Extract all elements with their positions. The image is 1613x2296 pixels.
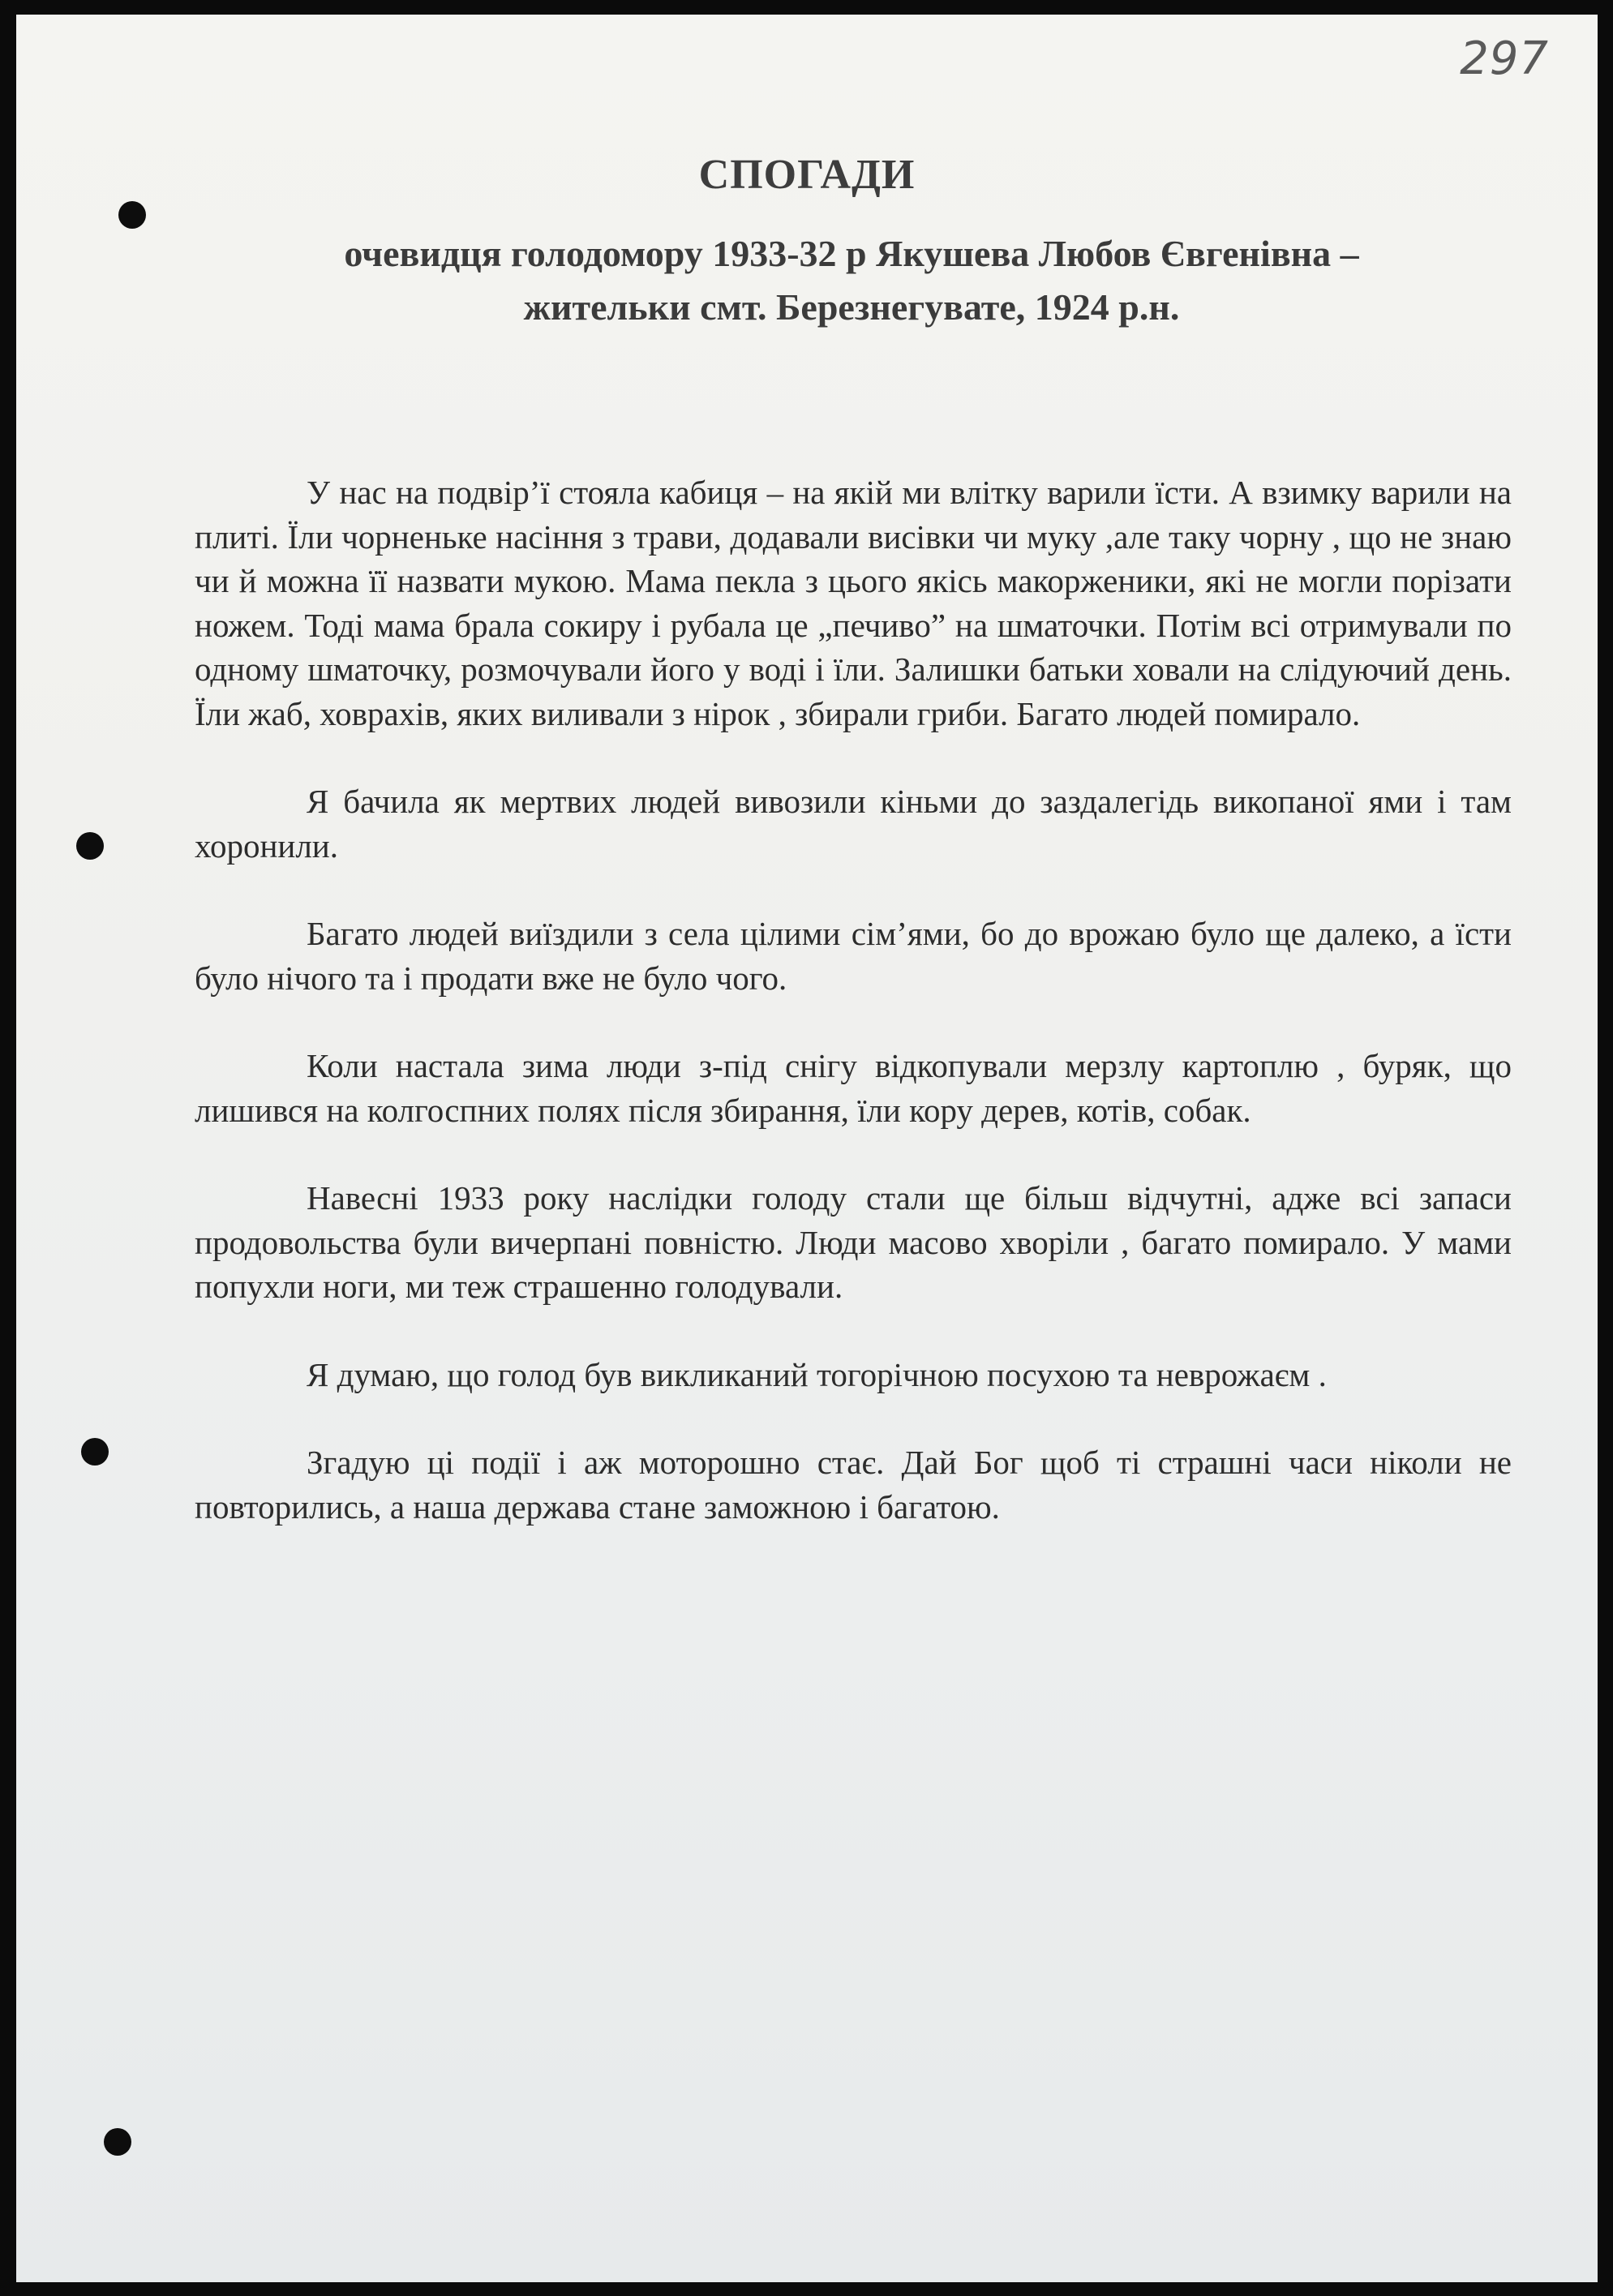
subtitle-line-1: очевидця голодомору 1933-32 р Якушева Любов Євгенівна – — [344, 233, 1359, 274]
paragraph: Я бачила як мертвих людей вивозили кіньми до заздалегідь викопаної ями і там хоронили. — [195, 783, 1512, 865]
punch-hole — [104, 2128, 131, 2156]
punch-hole — [118, 201, 146, 229]
document-title: СПОГАДИ — [698, 152, 916, 198]
punch-hole — [76, 832, 104, 860]
punch-hole — [81, 1438, 109, 1466]
paragraph: Коли настала зима люди з-під снігу відкопували мерзлу картоплю , буряк, що лишився на колгоспних полях після збирання, їли кору дерев, котів, собак. — [195, 1047, 1512, 1129]
subtitle-line-2: жительки смт. Березнегувате, 1924 р.н. — [523, 286, 1180, 328]
paragraph: У нас на подвір’ї стояла кабиця – на якій ми влітку варили їсти. А взимку варили на плиті. Їли чорненьке насіння з трави, додавали висівки чи муку ,але таку чорну , що не знаю чи й можна її назвати мукою. Мама пекла з цього якісь макорженики, які не могли порізати ножем. Тоді мама брала сокиру і рубала це „печиво” на шматочки. Потім всі отримували по одному шматочку, розмочували його у воді і їли. Залишки батьки ховали на слідуючий день. Їли жаб, ховрахів, яких виливали з нірок , збирали гриби. Багато людей помирало. — [195, 474, 1512, 732]
paragraph: Я думаю, що голод був викликаний тогорічною посухою та неврожаєм . — [307, 1355, 1327, 1393]
paragraph: Багато людей виїздили з села цілими сім’ями, бо до врожаю було ще далеко, а їсти було нічого та і продати вже не було чого. — [195, 915, 1512, 997]
handwritten-page-number: 297 — [1460, 32, 1549, 85]
paragraph: Навесні 1933 року наслідки голоду стали ще більш відчутні, адже всі запаси продовольства були вичерпані повністю. Люди масово хворіли , багато помирало. У мами попухли ноги, ми теж страшенно голодували. — [195, 1179, 1512, 1305]
document-body — [195, 470, 1512, 1573]
document-subtitle — [243, 227, 1460, 334]
paragraph: Згадую ці події і аж моторошно стає. Дай Бог щоб ті страшні часи ніколи не повторились, а наша держава стане заможною і багатою. — [195, 1444, 1512, 1526]
document-page — [16, 15, 1598, 2282]
